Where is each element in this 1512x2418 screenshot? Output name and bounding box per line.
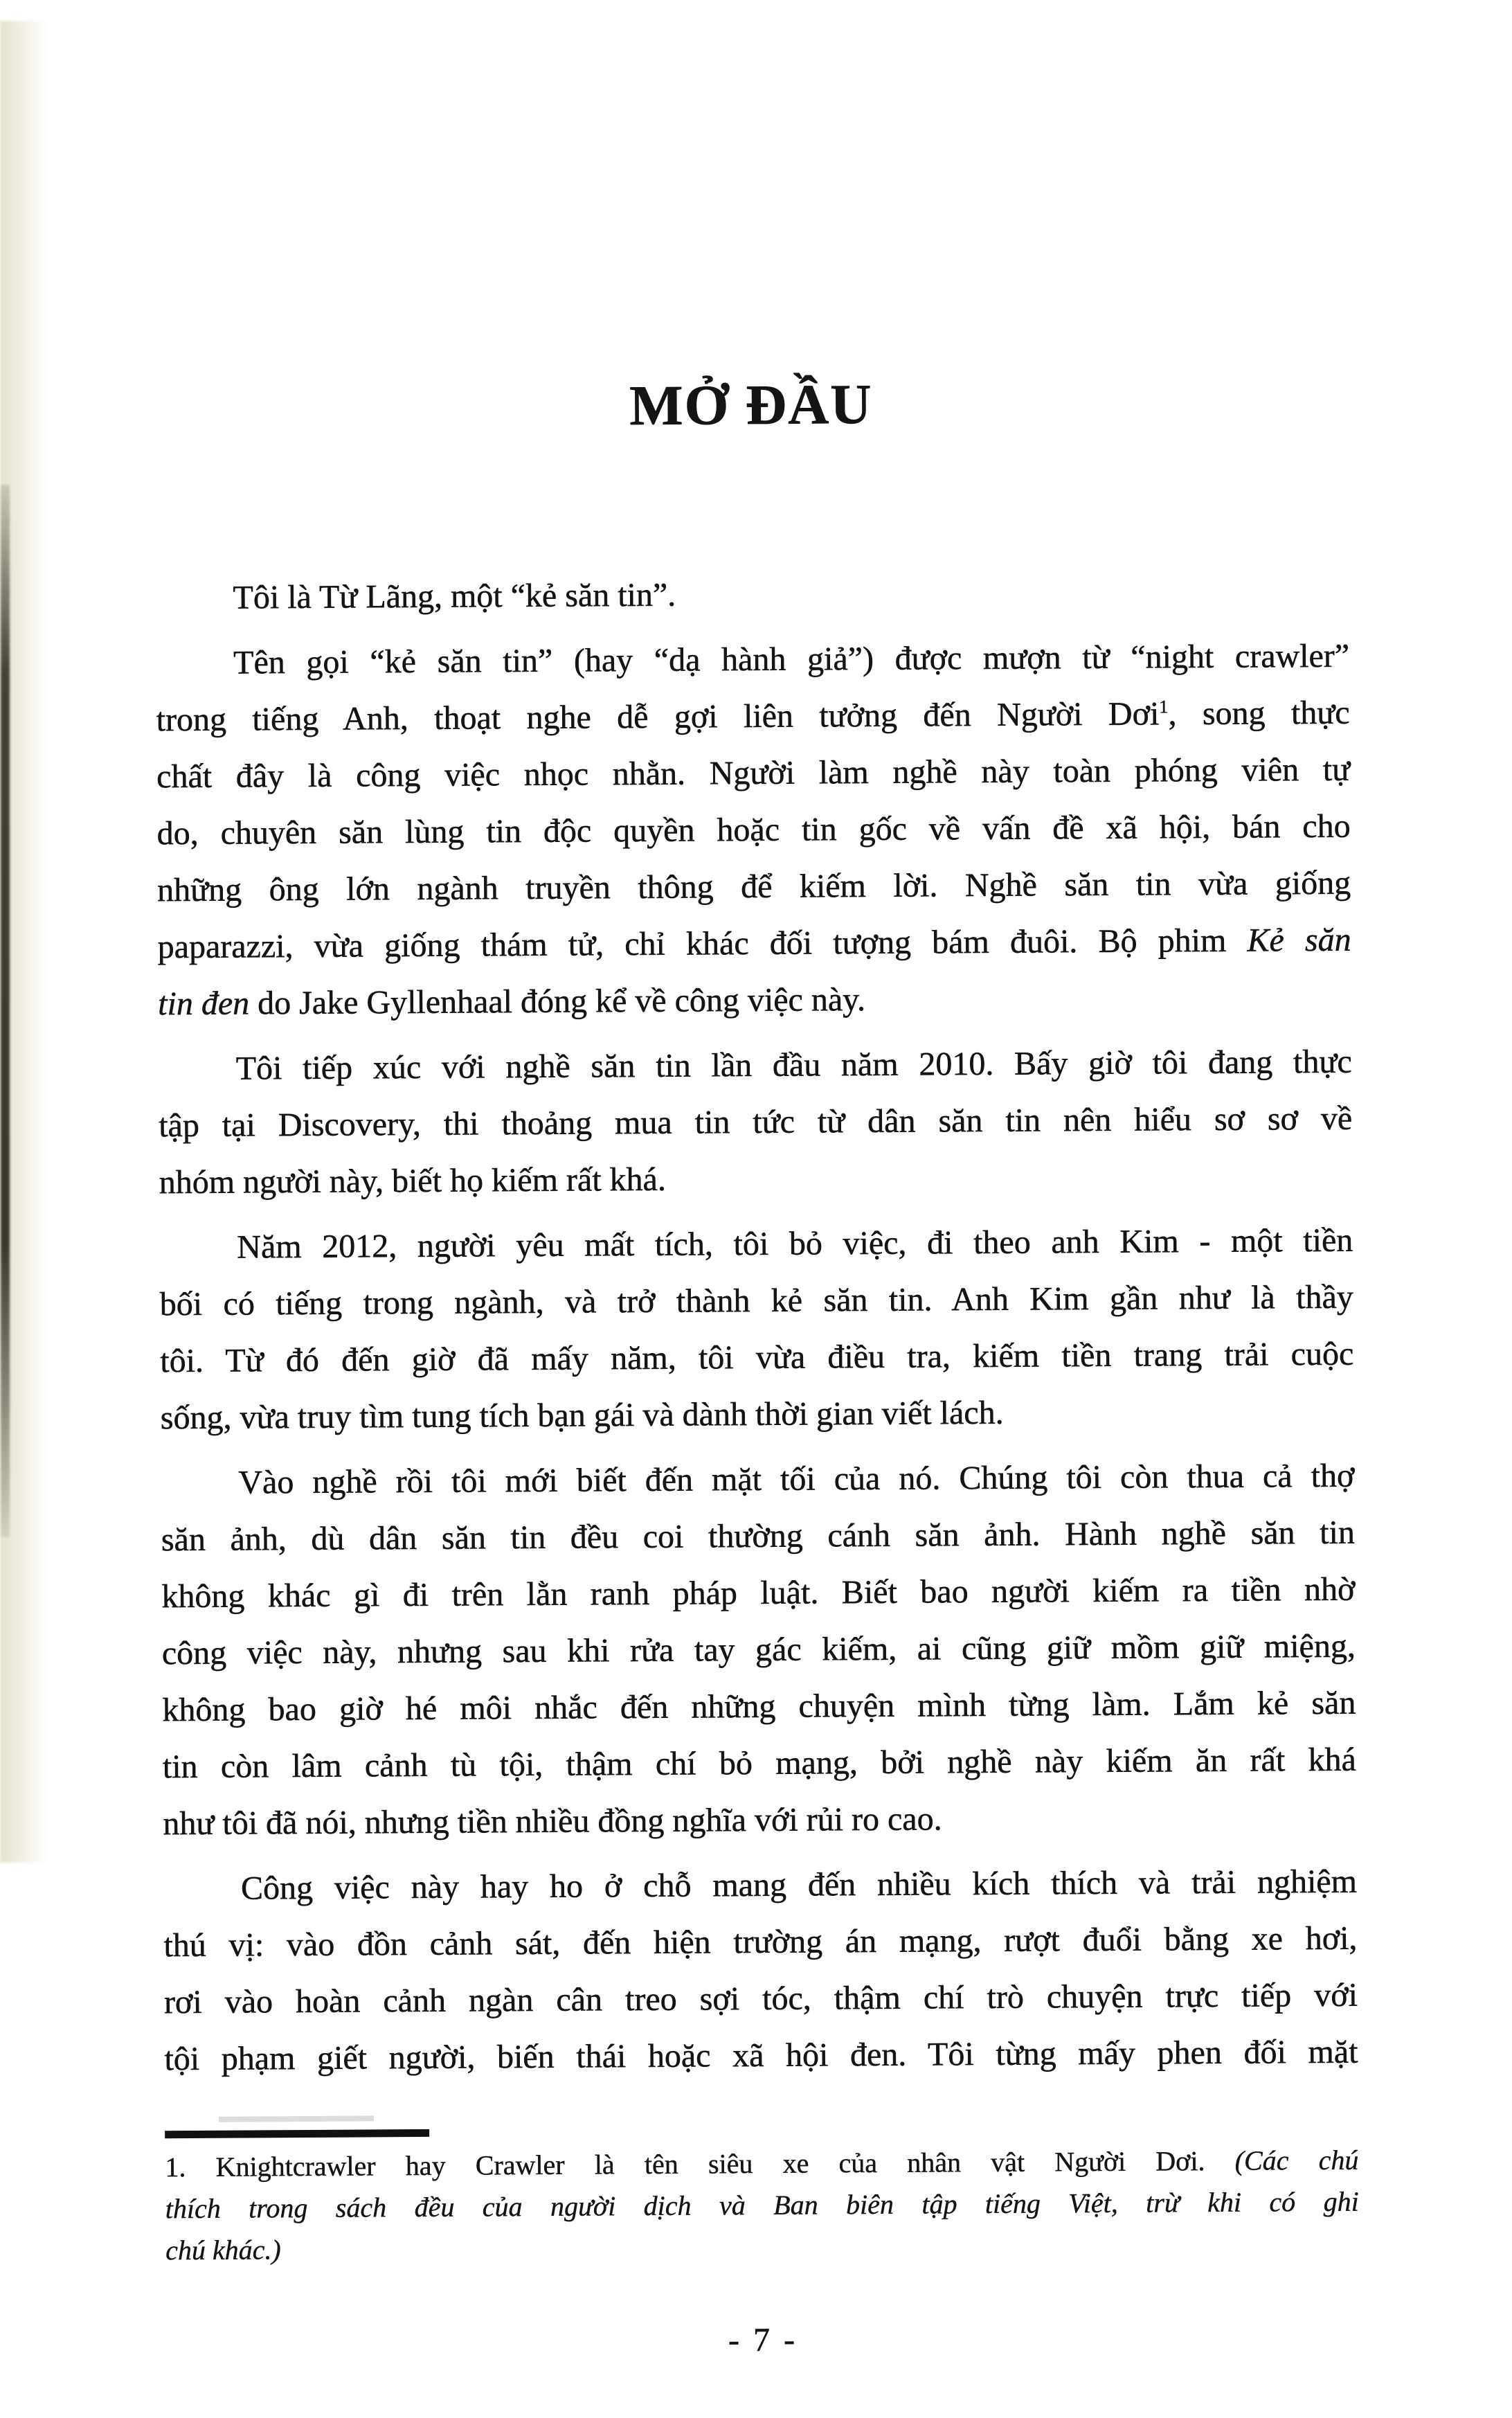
text-segment: công việc này, nhưng sau khi rửa tay gác kiếm, ai cũng giữ mồm giữ miệng, [161, 1627, 1356, 1672]
text-line [156, 628, 1349, 692]
text-segment: rơi vào hoàn cảnh ngàn cân treo sợi tóc, thậm chí trò chuyện trực tiếp với [163, 1976, 1358, 2021]
text-segment: tin đen [158, 985, 250, 1023]
footnote-reference-marker: 1 [1159, 696, 1169, 717]
body-text [155, 563, 1358, 2096]
text-line [161, 1561, 1355, 1626]
text-line [157, 855, 1351, 920]
text-segment: thú vị: vào đồn cảnh sát, đến hiện trường án mạng, rượt đuổi bằng xe hơi, [163, 1919, 1358, 1964]
text-segment: bối có tiếng trong ngành, và trở thành kẻ săn tin. Anh Kim gần như là thầy [159, 1278, 1353, 1323]
text-line [164, 2024, 1358, 2088]
text-line [159, 1034, 1352, 1098]
text-line [155, 563, 1349, 627]
text-segment: Vào nghề rồi tôi mới biết đến mặt tối của nó. Chúng tôi còn thua cả thợ [238, 1457, 1355, 1501]
footnote-paragraph [165, 2140, 1359, 2272]
text-line [160, 1269, 1353, 1334]
chapter-title: MỞ ĐẦU [629, 372, 873, 438]
text-line [156, 685, 1349, 749]
text-line [156, 798, 1350, 863]
footnote-section [165, 2124, 1359, 2280]
text-segment: do Jake Gyllenhaal đóng kể về công việc này. [249, 981, 866, 1022]
footnote-text [165, 2140, 1359, 2272]
text-segment: Tôi là Từ Lãng, một “kẻ săn tin”. [233, 576, 676, 616]
text-segment: như tôi đã nói, nhưng tiền nhiều đồng nghĩa với rủi ro cao. [163, 1800, 942, 1843]
text-line [163, 1854, 1357, 1918]
text-segment: Năm 2012, người yêu mất tích, tôi bỏ việc, đi theo anh Kim - một tiền [237, 1221, 1353, 1266]
text-segment: tập tại Discovery, thi thoảng mua tin tức từ dân săn tin nên hiểu sơ sơ về [159, 1100, 1353, 1145]
text-line [163, 1732, 1356, 1796]
text-segment: Tên gọi “kẻ săn tin” (hay “dạ hành giả”) được mượn từ “night crawler” [233, 637, 1350, 681]
text-line [163, 1910, 1357, 1975]
text-line [158, 969, 1351, 1033]
text-line [165, 2140, 1358, 2189]
text-segment: tôi. Từ đó đến giờ đã mấy năm, tôi vừa điều tra, kiếm tiền trang trải cuộc [160, 1335, 1354, 1380]
text-segment: Kẻ săn [1247, 921, 1351, 959]
text-segment: những ông lớn ngành truyền thông để kiếm lời. Nghề săn tin vừa giống [157, 864, 1351, 909]
text-segment: 1. Knightcrawler hay Crawler là tên siêu xe của nhân vật Người Dơi. [165, 2144, 1235, 2183]
text-segment: sống, vừa truy tìm tung tích bạn gái và dành thời gian viết lách. [160, 1394, 1004, 1437]
text-segment: trong tiếng Anh, thoạt nghe dễ gợi liên tưởng đến Người Dơi [156, 695, 1160, 739]
paragraph [161, 1448, 1356, 1853]
text-segment: săn ảnh, dù dân săn tin đều coi thường cánh săn ảnh. Hành nghề săn tin [161, 1514, 1356, 1559]
paragraph [159, 1212, 1354, 1447]
text-segment: thích trong sách đều của người dịch và Ban biên tập tiếng Việt, trừ khi có ghi [165, 2185, 1359, 2225]
text-segment: paparazzi, vừa giống thám tử, chỉ khác đối tượng bám đuôi. Bộ phim [157, 922, 1248, 966]
text-line [161, 1383, 1354, 1447]
text-line [163, 1789, 1356, 1853]
text-segment: nhóm người này, biết họ kiếm rất khá. [159, 1161, 667, 1201]
text-segment: chú khác.) [165, 2234, 281, 2266]
paragraph [156, 628, 1351, 1033]
text-line [161, 1505, 1355, 1569]
text-segment: không khác gì đi trên lằn ranh pháp luật. Biết bao người kiếm ra tiền nhờ [161, 1570, 1356, 1615]
text-segment: (Các chú [1234, 2144, 1359, 2176]
text-line [165, 2223, 1359, 2272]
text-line [156, 742, 1350, 806]
text-line [162, 1618, 1356, 1683]
text-line [160, 1326, 1353, 1390]
text-line [159, 1091, 1352, 1155]
text-line [164, 1967, 1358, 2032]
text-line [162, 1675, 1356, 1739]
text-segment: không bao giờ hé môi nhắc đến những chuyện mình từng làm. Lắm kẻ săn [162, 1684, 1356, 1729]
text-line [159, 1147, 1353, 1212]
text-segment: Tôi tiếp xúc với nghề săn tin lần đầu năm 2010. Bấy giờ tôi đang thực [235, 1043, 1352, 1087]
paragraph [155, 563, 1349, 627]
paragraph [163, 1854, 1358, 2088]
text-line [161, 1448, 1354, 1512]
paragraph [159, 1034, 1353, 1212]
text-line [159, 1212, 1353, 1277]
page-number: - 7 - [728, 2321, 798, 2359]
text-segment: chất đây là công việc nhọc nhằn. Người làm nghề này toàn phóng viên tự [156, 751, 1351, 796]
text-segment: Công việc này hay ho ở chỗ mang đến nhiều kích thích và trải nghiệm [240, 1863, 1358, 1907]
text-segment: tội phạm giết người, biến thái hoặc xã hội đen. Tôi từng mấy phen đối mặt [164, 2033, 1358, 2078]
text-line [165, 2181, 1359, 2230]
footnote-separator-rule [165, 2129, 429, 2138]
text-segment: tin còn lâm cảnh tù tội, thậm chí bỏ mạng, bởi nghề này kiếm ăn rất khá [162, 1741, 1357, 1786]
text-segment: do, chuyên săn lùng tin độc quyền hoặc tin gốc về vấn đề xã hội, bán cho [156, 807, 1351, 852]
text-line [157, 912, 1351, 976]
text-segment: , song thực [1168, 694, 1350, 733]
